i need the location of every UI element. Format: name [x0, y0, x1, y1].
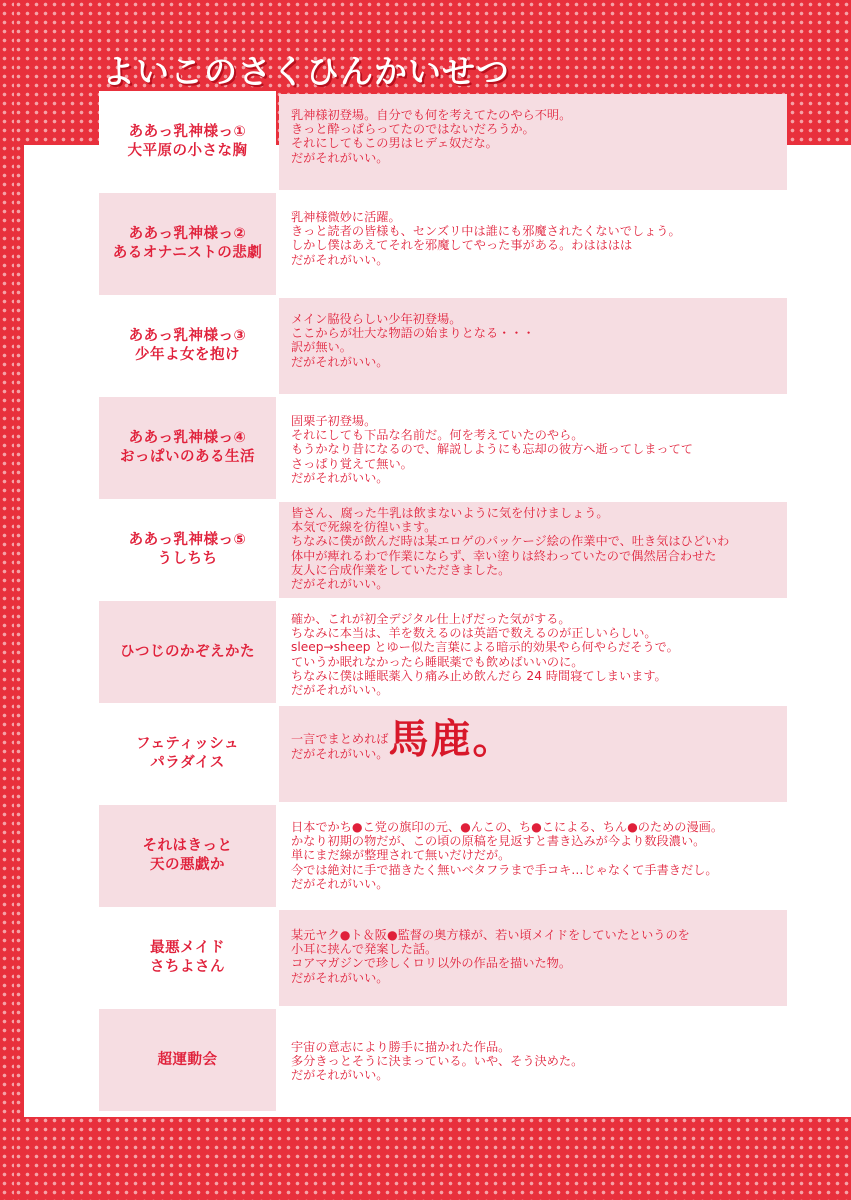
- desc-line: 本気で死線を彷徨います。: [291, 520, 437, 535]
- desc-line: だがそれがいい。: [291, 683, 389, 698]
- desc-line: sleep→sheep とゆー似た言葉による暗示的効果やら何やらだそうで。: [291, 640, 679, 655]
- desc-line: コアマガジンで珍しくロリ以外の作品を描いた物。: [291, 956, 572, 971]
- entry-description: [279, 298, 787, 394]
- desc-line: だがそれがいい。: [291, 970, 389, 985]
- page-background: [14, 0, 851, 1200]
- entry-title: ああっ乳神様っ① 大平原の小さな胸: [99, 91, 276, 193]
- entry-list: [99, 91, 787, 1111]
- desc-line: ちなみに僕は睡眠薬入り痛み止め飲んだら 24 時間寝てしまいます。: [291, 668, 667, 683]
- desc-line: ここからが壮大な物語の始まりとなる・・・: [291, 326, 535, 341]
- page-title: よいこのさくひんかいせつ: [102, 52, 510, 91]
- entry-5: [99, 499, 787, 601]
- desc-line: 小耳に挟んで発案した話。: [291, 942, 438, 957]
- entry-title: ああっ乳神様っ⑤ うしちち: [99, 499, 276, 601]
- entry-title: 最悪メイド さちよさん: [99, 907, 276, 1009]
- entry-8: [99, 805, 787, 907]
- entry-description: [279, 196, 787, 292]
- big-word: 馬鹿。: [388, 715, 515, 763]
- desc-line: しかし僕はあえてそれを邪魔してやった事がある。わはははは: [291, 238, 633, 253]
- entry-description: [279, 400, 787, 496]
- desc-line: メイン脇役らしい少年初登場。: [291, 312, 462, 326]
- entry-description: [279, 94, 787, 190]
- desc-line: 日本でかち●こ党の旗印の元、●んこの、ち●こによる、ちん●のための漫画。: [291, 820, 724, 834]
- desc-line: 多分きっとそうに決まっている。いや、そう決めた。: [291, 1054, 584, 1069]
- desc-line: ちなみに僕が飲んだ時は某エロゲのパッケージ絵の作業中で、吐き気はひどいわ: [291, 534, 730, 549]
- desc-line: だがそれがいい。: [291, 876, 389, 891]
- desc-line: 某元ヤク●ト＆阪●監督の奥方様が、若い頃メイドをしていたというのを: [291, 928, 690, 942]
- desc-line: だがそれがいい。: [291, 746, 389, 761]
- entry-description: [279, 808, 787, 904]
- desc-line: もうかなり昔になるので、解説しようにも忘却の彼方へ逝ってしまってて: [291, 442, 693, 457]
- entry-description: [279, 604, 787, 700]
- desc-line: だがそれがいい。: [291, 1068, 389, 1083]
- entry-1: [99, 91, 787, 193]
- entry-description: [279, 502, 787, 598]
- entry-title: ああっ乳神様っ② あるオナニストの悲劇: [99, 193, 276, 295]
- desc-line: それにしても下品な名前だ。何を考えていたのやら。: [291, 428, 584, 443]
- desc-line: 皆さん、腐った牛乳は飲まないように気を付けましょう。: [291, 506, 609, 520]
- entry-2: [99, 193, 787, 295]
- entry-9: [99, 907, 787, 1009]
- desc-line: だがそれがいい。: [291, 577, 389, 592]
- entry-title: それはきっと 天の悪戯か: [99, 805, 276, 907]
- desc-line: きっと酔っぱらってたのではないだろうか。: [291, 122, 535, 137]
- desc-line: ちなみに本当は、羊を数えるのは英語で数えるのが正しいらしい。: [291, 626, 657, 641]
- desc-line: 固栗子初登場。: [291, 414, 377, 428]
- entry-description: [279, 910, 787, 1006]
- entry-title: ああっ乳神様っ④ おっぱいのある生活: [99, 397, 276, 499]
- desc-line: 乳神様微妙に活躍。: [291, 210, 401, 224]
- desc-line: 友人に合成作業をしていただきました。: [291, 562, 511, 577]
- desc-line: 乳神様初登場。自分でも何を考えてたのやら不明。: [291, 108, 572, 122]
- entry-description: [279, 706, 787, 802]
- desc-line: だがそれがいい。: [291, 470, 389, 485]
- desc-line: 今では絶対に手で描きたく無いベタフラまで手コキ…じゃなくて手書きだし。: [291, 862, 718, 877]
- entry-10: [99, 1009, 787, 1111]
- entry-7: [99, 703, 787, 805]
- lead-text: 一言でまとめれば: [291, 732, 389, 746]
- desc-line: ていうか眠れなかったら睡眠薬でも飲めばいいのに。: [291, 654, 584, 669]
- entry-3: [99, 295, 787, 397]
- desc-line: それにしてもこの男はヒデェ奴だな。: [291, 136, 498, 151]
- desc-line: だがそれがいい。: [291, 252, 389, 267]
- entry-title: 超運動会: [99, 1009, 276, 1111]
- desc-line: きっと読者の皆様も、センズリ中は誰にも邪魔されたくないでしょう。: [291, 224, 681, 239]
- entry-4: [99, 397, 787, 499]
- desc-line: 宇宙の意志により勝手に描かれた作品。: [291, 1040, 511, 1054]
- desc-line: 単にまだ線が整理されて無いだけだが。: [291, 848, 511, 863]
- desc-line: だがそれがいい。: [291, 354, 389, 369]
- desc-line: 体中が痺れるわで作業にならず、幸い塗りは終わっていたので偶然居合わせた: [291, 548, 717, 563]
- entry-description: [279, 1012, 787, 1108]
- entry-title: ああっ乳神様っ③ 少年よ女を抱け: [99, 295, 276, 397]
- desc-line: さっぱり覚えて無い。: [291, 456, 413, 471]
- desc-line: 確か、これが初全デジタル仕上げだった気がする。: [291, 612, 571, 626]
- entry-title: フェティッシュ パラダイス: [99, 703, 276, 805]
- entry-6: [99, 601, 787, 703]
- desc-line: 訳が無い。: [291, 340, 352, 355]
- desc-line: だがそれがいい。: [291, 150, 389, 165]
- desc-line: かなり初期の物だが、この頃の原稿を見返すと書き込みが今より数段濃い。: [291, 834, 706, 849]
- entry-title: ひつじのかぞえかた: [99, 601, 276, 703]
